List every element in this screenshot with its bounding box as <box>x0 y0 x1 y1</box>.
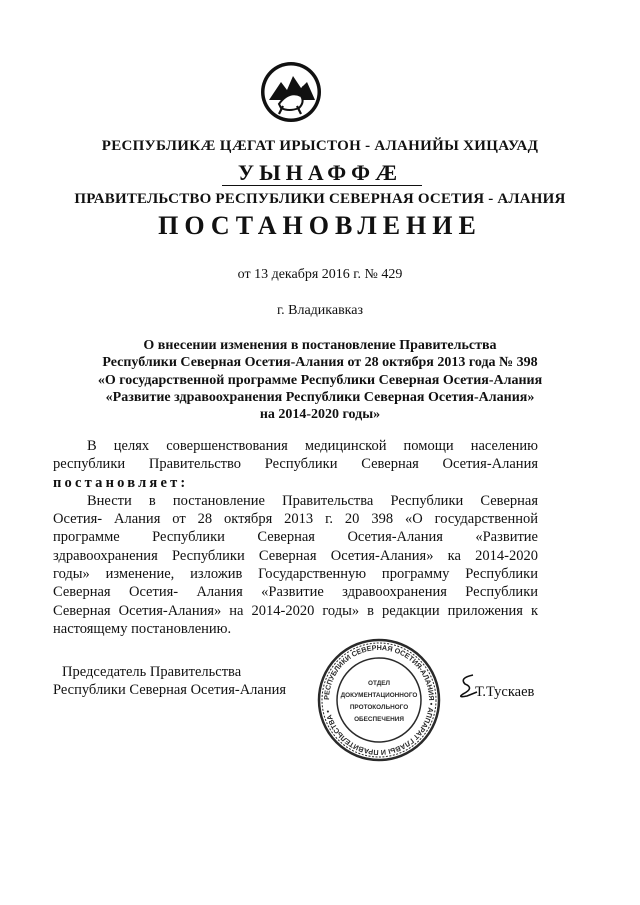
subject-line: «Развитие здравоохранения Республики Северная Осетия-Алания» <box>105 389 535 405</box>
body-line: Северная Осетия- Алания «Развитие здравоохранения Республики <box>53 584 538 601</box>
signatory-title-line: Председатель Правительства <box>62 664 242 680</box>
subject-line: Республики Северная Осетия-Алания от 28 октября 2013 года № 398 <box>102 355 538 371</box>
document-subject <box>60 337 580 423</box>
document-date-number: от 13 декабря 2016 г. № 429 <box>237 267 403 282</box>
subject-line: О внесении изменения в постановление Правительства <box>143 338 497 353</box>
header-ossetian-decree: УЫНАФФӔ <box>237 160 403 185</box>
body-line: здравоохранения Республики Северная Осетия-Алания» ка 2014-2020 <box>53 547 538 564</box>
seal-ring-text: РЕСПУБЛИКИ СЕВЕРНАЯ ОСЕТИЯ-АЛАНИЯ • АППАРАТ ГЛАВЫ И ПРАВИТЕЛЬСТВА • <box>321 642 437 758</box>
header-ossetian-government: РЕСПУБЛИКӔ ЦӔГАТ ИРЫСТОН - АЛАНИЙЫ ХИЦАУАД <box>101 138 539 154</box>
body-line: Осетия- Алания от 28 октября 2013 г. 20 398 «О государственной <box>53 511 538 528</box>
seal-center-line: ОБЕСПЕЧЕНИЯ <box>354 716 404 723</box>
decree-word-text: постановляет: <box>53 474 189 491</box>
body-line: Северная Осетия-Алания» на 2014-2020 годы» в редакции приложения к <box>53 602 538 619</box>
signatory-name: Т.Тускаев <box>475 684 535 700</box>
header-government-name: ПРАВИТЕЛЬСТВО РЕСПУБЛИКИ СЕВЕРНАЯ ОСЕТИЯ - АЛАНИЯ <box>74 191 566 207</box>
seal-center-line: ОТДЕЛ <box>367 680 391 687</box>
document-city: г. Владикавказ <box>276 303 364 318</box>
signatory-title-line: Республики Северная Осетия-Алания <box>53 682 287 699</box>
signatory-title <box>53 663 286 700</box>
document-body <box>53 437 538 638</box>
body-line: Внести в постановление Правительства Республики Северная <box>87 492 538 509</box>
body-line: республики Правительство Республики Северная Осетия-Алания <box>53 456 538 473</box>
subject-line: на 2014-2020 годы» <box>259 407 381 423</box>
decree-word <box>53 474 538 492</box>
document-type-title: ПОСТАНОВЛЕНИЕ <box>158 211 482 240</box>
coat-of-arms-emblem <box>259 60 323 124</box>
seal-center-line: ДОКУМЕНТАЦИОННОГО <box>340 692 418 699</box>
header-divider <box>222 185 422 186</box>
seal-center-line: ПРОТОКОЛЬНОГО <box>349 704 409 711</box>
body-line: годы» изменение, изложив Государственную программу Республики <box>53 566 538 583</box>
body-line: программе Республики Северная Осетия-Алания «Развитие <box>53 529 538 546</box>
subject-line: «О государственной программе Республики Северная Осетия-Алания <box>97 372 543 388</box>
official-seal <box>316 637 442 763</box>
body-line: В целях совершенствования медицинской помощи населению <box>87 438 538 454</box>
body-line: настоящему постановлению. <box>53 620 232 637</box>
